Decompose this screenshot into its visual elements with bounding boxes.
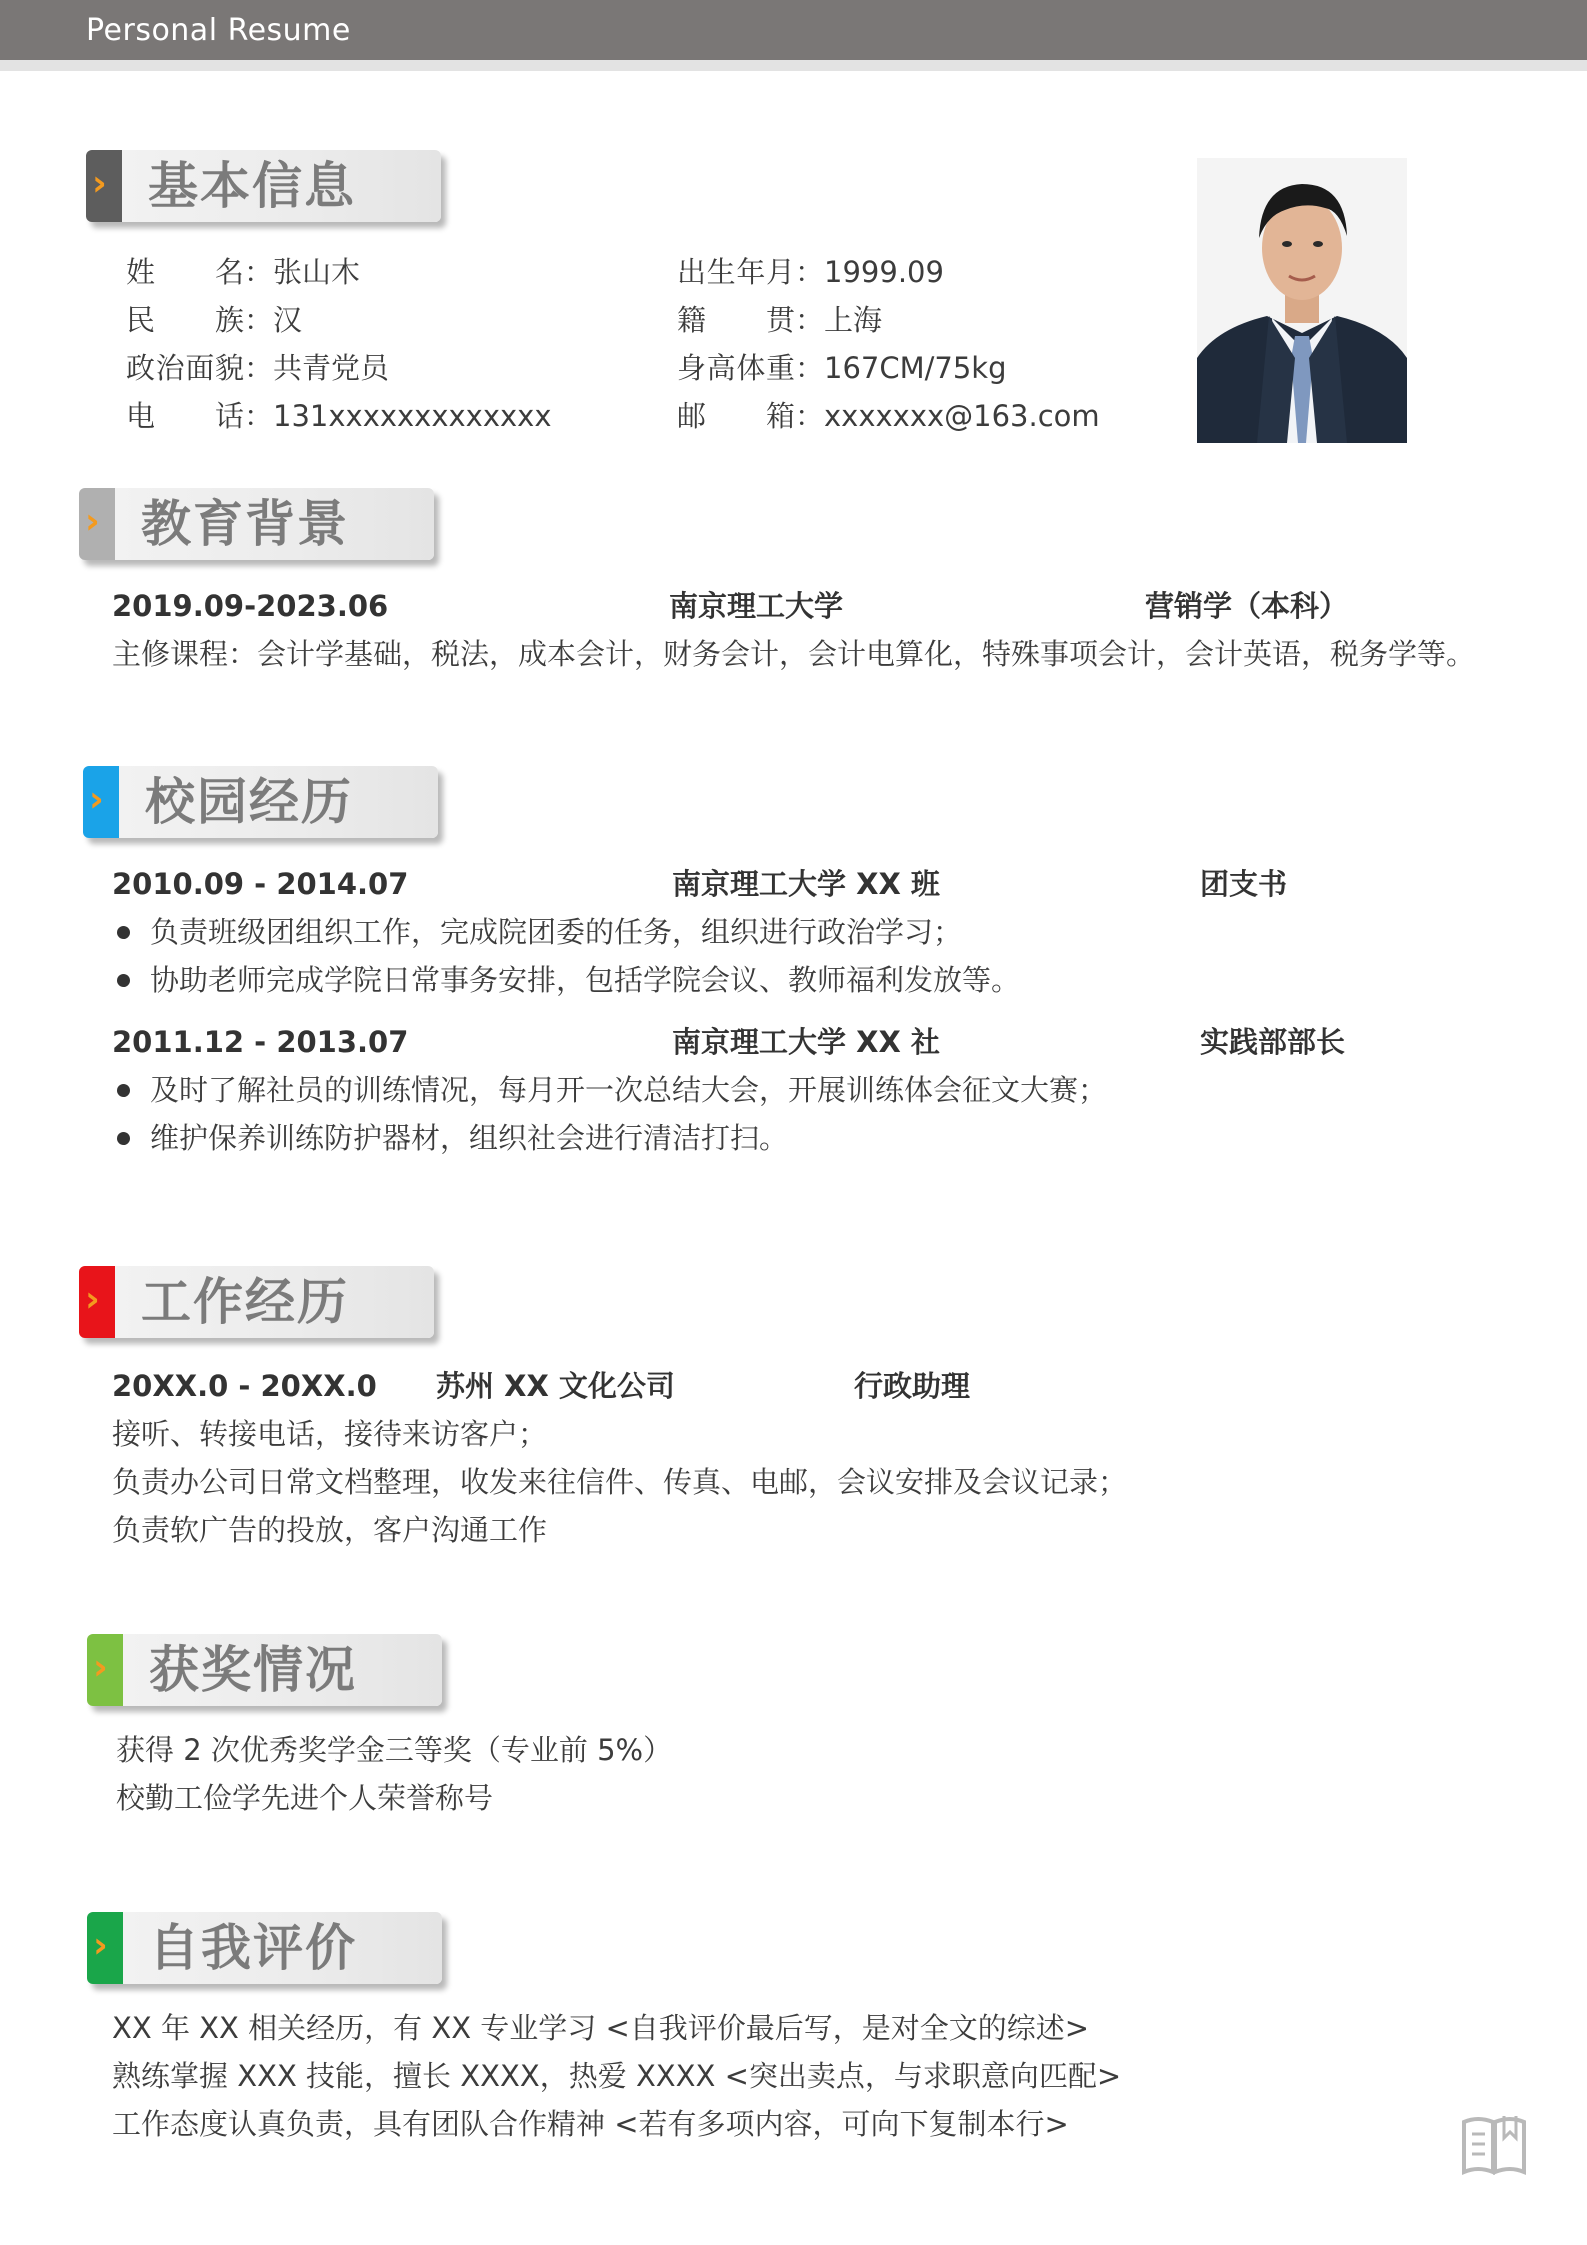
field-value: xxxxxxx@163.com (824, 399, 1100, 433)
chevron-right-icon: › (93, 1647, 108, 1688)
chevron-right-icon: › (85, 501, 100, 542)
book-icon (1458, 2112, 1530, 2180)
info-body: 身高体重：167CM/75kg (677, 348, 1007, 388)
info-political: 政治面貌：共青党员 (126, 348, 389, 388)
info-native: 籍贯：上海 (677, 300, 882, 340)
info-phone: 电话：131xxxxxxxxxxxxx (126, 396, 551, 436)
field-label: 电话 (126, 399, 244, 433)
work-company: 苏州 XX 文化公司 (436, 1369, 675, 1403)
chevron-right-icon: › (85, 1279, 100, 1320)
field-value: 汉 (273, 303, 303, 337)
self-line: XX 年 XX 相关经历，有 XX 专业学习 <自我评价最后写，是对全文的综述> (112, 2011, 1090, 2045)
work-line: 负责软广告的投放，客户沟通工作 (112, 1513, 548, 1547)
info-email: 邮箱：xxxxxxx@163.com (677, 396, 1100, 436)
chevron-right-icon: › (89, 779, 104, 820)
work-line: 负责办公司日常文档整理，收发来往信件、传真、电邮，会议安排及会议记录； (112, 1465, 1128, 1499)
education-period: 2019.09-2023.06 (112, 589, 389, 623)
section-work (79, 1266, 434, 1338)
field-value: 131xxxxxxxxxxxxx (273, 399, 552, 433)
campus-period: 2011.12 - 2013.07 (112, 1025, 409, 1059)
list-item: 协助老师完成学院日常事务安排，包括学院会议、教师福利发放等。 (150, 963, 1021, 997)
field-label: 出生年月 (677, 255, 795, 289)
list-item: 及时了解社员的训练情况，每月开一次总结大会，开展训练体会征文大赛； (150, 1073, 1108, 1107)
list-item: 负责班级团组织工作，完成院团委的任务，组织进行政治学习； (150, 915, 963, 949)
field-label: 籍贯 (677, 303, 795, 337)
top-bar-divider (0, 60, 1587, 71)
education-major: 营销学（本科） (1145, 589, 1349, 623)
field-value: 167CM/75kg (824, 351, 1007, 385)
section-basic-info (86, 150, 441, 222)
field-label: 民族 (126, 303, 244, 337)
section-title: 工作经历 (141, 1273, 349, 1331)
bullet-dot (117, 1132, 130, 1145)
self-line: 工作态度认真负责，具有团队合作精神 <若有多项内容，可向下复制本行> (112, 2107, 1069, 2141)
chevron-right-icon: › (93, 1925, 108, 1966)
section-self-evaluation (87, 1912, 442, 1984)
work-period: 20XX.0 - 20XX.0 (112, 1369, 377, 1403)
section-title: 自我评价 (149, 1919, 357, 1977)
list-item: 维护保养训练防护器材，组织社会进行清洁打扫。 (150, 1121, 789, 1155)
award-item: 获得 2 次优秀奖学金三等奖（专业前 5%） (116, 1733, 673, 1767)
section-title: 教育背景 (141, 495, 349, 553)
info-ethnic: 民族：汉 (126, 300, 302, 340)
field-label: 身高体重 (677, 351, 795, 385)
campus-role: 实践部部长 (1200, 1025, 1346, 1059)
section-campus (83, 766, 438, 838)
work-role: 行政助理 (854, 1369, 971, 1403)
field-label: 政治面貌 (126, 351, 244, 385)
info-birth: 出生年月：1999.09 (677, 252, 944, 292)
field-label: 姓名 (126, 255, 244, 289)
campus-period: 2010.09 - 2014.07 (112, 867, 409, 901)
section-title: 获奖情况 (149, 1641, 357, 1699)
self-line: 熟练掌握 XXX 技能，擅长 XXXX，热爱 XXXX <突出卖点，与求职意向匹配> (112, 2059, 1122, 2093)
field-value: 共青党员 (273, 351, 390, 385)
section-education (79, 488, 434, 560)
bullet-dot (117, 1084, 130, 1097)
education-courses: 主修课程：会计学基础，税法，成本会计，财务会计，会计电算化，特殊事项会计，会计英语，税务学等。 (112, 637, 1476, 671)
portrait-photo (1197, 158, 1407, 443)
work-line: 接听、转接电话，接待来访客户； (112, 1417, 548, 1451)
chevron-right-icon: › (92, 163, 107, 204)
field-value: 1999.09 (824, 255, 944, 289)
award-item: 校勤工俭学先进个人荣誉称号 (116, 1781, 494, 1815)
campus-org: 南京理工大学 XX 社 (672, 1025, 940, 1059)
field-value: 张山木 (273, 255, 361, 289)
resume-header-title: Personal Resume (86, 13, 351, 48)
field-value: 上海 (824, 303, 883, 337)
bullet-dot (117, 974, 130, 987)
education-school: 南京理工大学 (669, 589, 844, 623)
campus-org: 南京理工大学 XX 班 (672, 867, 940, 901)
section-title: 校园经历 (145, 773, 353, 831)
section-title: 基本信息 (148, 157, 356, 215)
campus-role: 团支书 (1200, 867, 1288, 901)
section-awards (87, 1634, 442, 1706)
info-name: 姓名：张山木 (126, 252, 360, 292)
bullet-dot (117, 926, 130, 939)
field-label: 邮箱 (677, 399, 795, 433)
